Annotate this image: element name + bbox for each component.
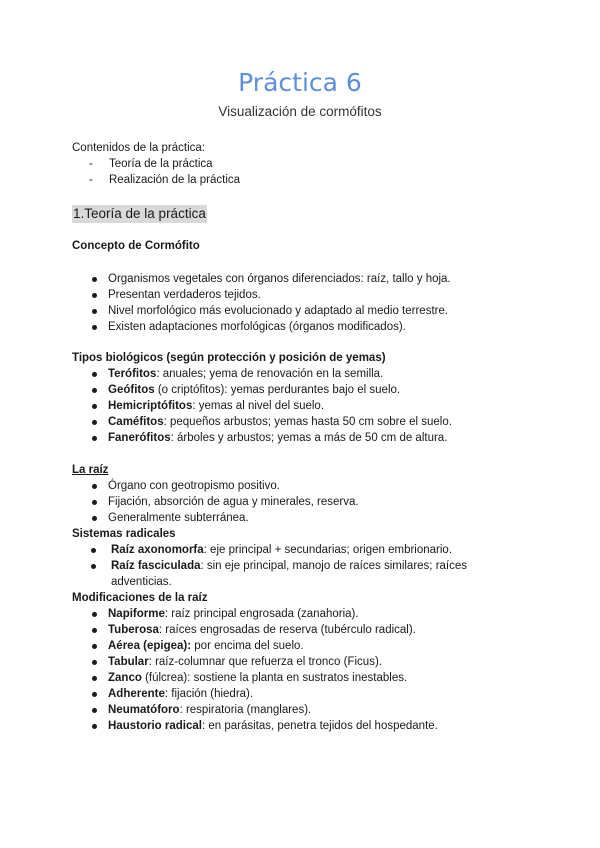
tipos-list — [72, 366, 452, 446]
concepto-list — [72, 271, 451, 335]
description: : pequeños arbustos; yemas hasta 50 cm sobre el suelo. — [163, 416, 452, 428]
description: por encima del suelo. — [191, 640, 304, 652]
term: Haustorio radical — [108, 720, 202, 732]
term: Fanerófitos — [108, 432, 171, 444]
description: (fúlcrea): sostiene la planta en sustratos inestables. — [141, 672, 408, 684]
description: : anuales; yema de renovación en la semilla. — [156, 368, 384, 380]
term: Adherente — [108, 688, 165, 700]
description: : en parásitas, penetra tejidos del hospedante. — [201, 720, 438, 732]
tipos-heading: Tipos biológicos (según protección y posición de yemas) — [72, 352, 386, 364]
term: Caméfitos — [108, 416, 164, 428]
list-item — [72, 414, 452, 430]
list-item — [72, 702, 502, 718]
list-item: Generalmente subterránea. — [72, 510, 502, 526]
list-item — [72, 606, 502, 622]
term: Hemicriptófitos — [108, 400, 193, 412]
list-item: - Teoría de la práctica — [72, 156, 240, 172]
description: : raíz-columnar que refuerza el tronco (Ficus). — [148, 656, 382, 668]
term: Napiforme — [108, 608, 165, 620]
list-item — [72, 654, 502, 670]
description: : sin eje principal, manojo de raíces similares; raíces adventicias. — [111, 560, 468, 588]
term: Geófitos — [108, 384, 155, 396]
contents-heading: Contenidos de la práctica: — [72, 142, 205, 154]
list-item: Nivel morfológico más evolucionado y adaptado al medio terrestre. — [72, 303, 451, 319]
list-item — [72, 622, 502, 638]
list-item — [72, 366, 452, 382]
list-item — [72, 558, 502, 590]
description: : respiratoria (manglares). — [179, 704, 312, 716]
page-subtitle: Visualización de cormófitos — [218, 104, 382, 119]
term: Neumatóforo — [108, 704, 180, 716]
description: (o criptófitos): yemas perdurantes bajo el suelo. — [154, 384, 401, 396]
term: Raíz fasciculada — [111, 560, 201, 572]
term: Tuberosa — [108, 624, 159, 636]
page-title: Práctica 6 — [238, 68, 362, 97]
description: : yemas al nivel del suelo. — [192, 400, 325, 412]
list-item — [72, 718, 502, 734]
raiz-block — [72, 462, 502, 734]
modificaciones-list — [72, 606, 502, 734]
raiz-heading: La raíz — [72, 464, 109, 476]
description: : árboles y arbustos; yemas a más de 50 cm de altura. — [170, 432, 448, 444]
tipos-block — [72, 350, 452, 446]
raiz-list — [72, 478, 502, 526]
concepto-heading — [72, 238, 200, 254]
contents-block — [72, 140, 240, 188]
term: Raíz axonomorfa — [111, 544, 204, 556]
concepto-block — [72, 271, 451, 335]
section-heading: 1.Teoría de la práctica — [73, 206, 206, 221]
list-item — [72, 638, 502, 654]
term: Terófitos — [108, 368, 157, 380]
heading-text: Concepto de Cormófito — [72, 240, 200, 252]
list-item: Órgano con geotropismo positivo. — [72, 478, 502, 494]
list-item — [72, 398, 452, 414]
description: : raíz principal engrosada (zanahoria). — [164, 608, 359, 620]
description: : raíces engrosadas de reserva (tubérculo radical). — [158, 624, 416, 636]
list-item: Fijación, absorción de agua y minerales, reserva. — [72, 494, 502, 510]
term: Tabular — [108, 656, 149, 668]
list-item: Presentan verdaderos tejidos. — [72, 287, 451, 303]
sistemas-list — [72, 542, 502, 590]
list-item: Organismos vegetales con órganos diferenciados: raíz, tallo y hoja. — [72, 271, 451, 287]
list-item — [72, 670, 502, 686]
term: Aérea (epigea): — [108, 640, 192, 652]
list-item — [72, 430, 452, 446]
list-item — [72, 382, 452, 398]
sistemas-heading: Sistemas radicales — [72, 528, 176, 540]
list-item: - Realización de la práctica — [72, 172, 240, 188]
list-item: Existen adaptaciones morfológicas (órganos modificados). — [72, 319, 451, 335]
list-item — [72, 542, 502, 558]
term: Zanco — [108, 672, 142, 684]
description: : eje principal + secundarias; origen embrionario. — [203, 544, 453, 556]
description: : fijación (hiedra). — [164, 688, 254, 700]
list-item — [72, 686, 502, 702]
contents-list — [72, 156, 240, 188]
modificaciones-heading: Modificaciones de la raíz — [72, 592, 208, 604]
